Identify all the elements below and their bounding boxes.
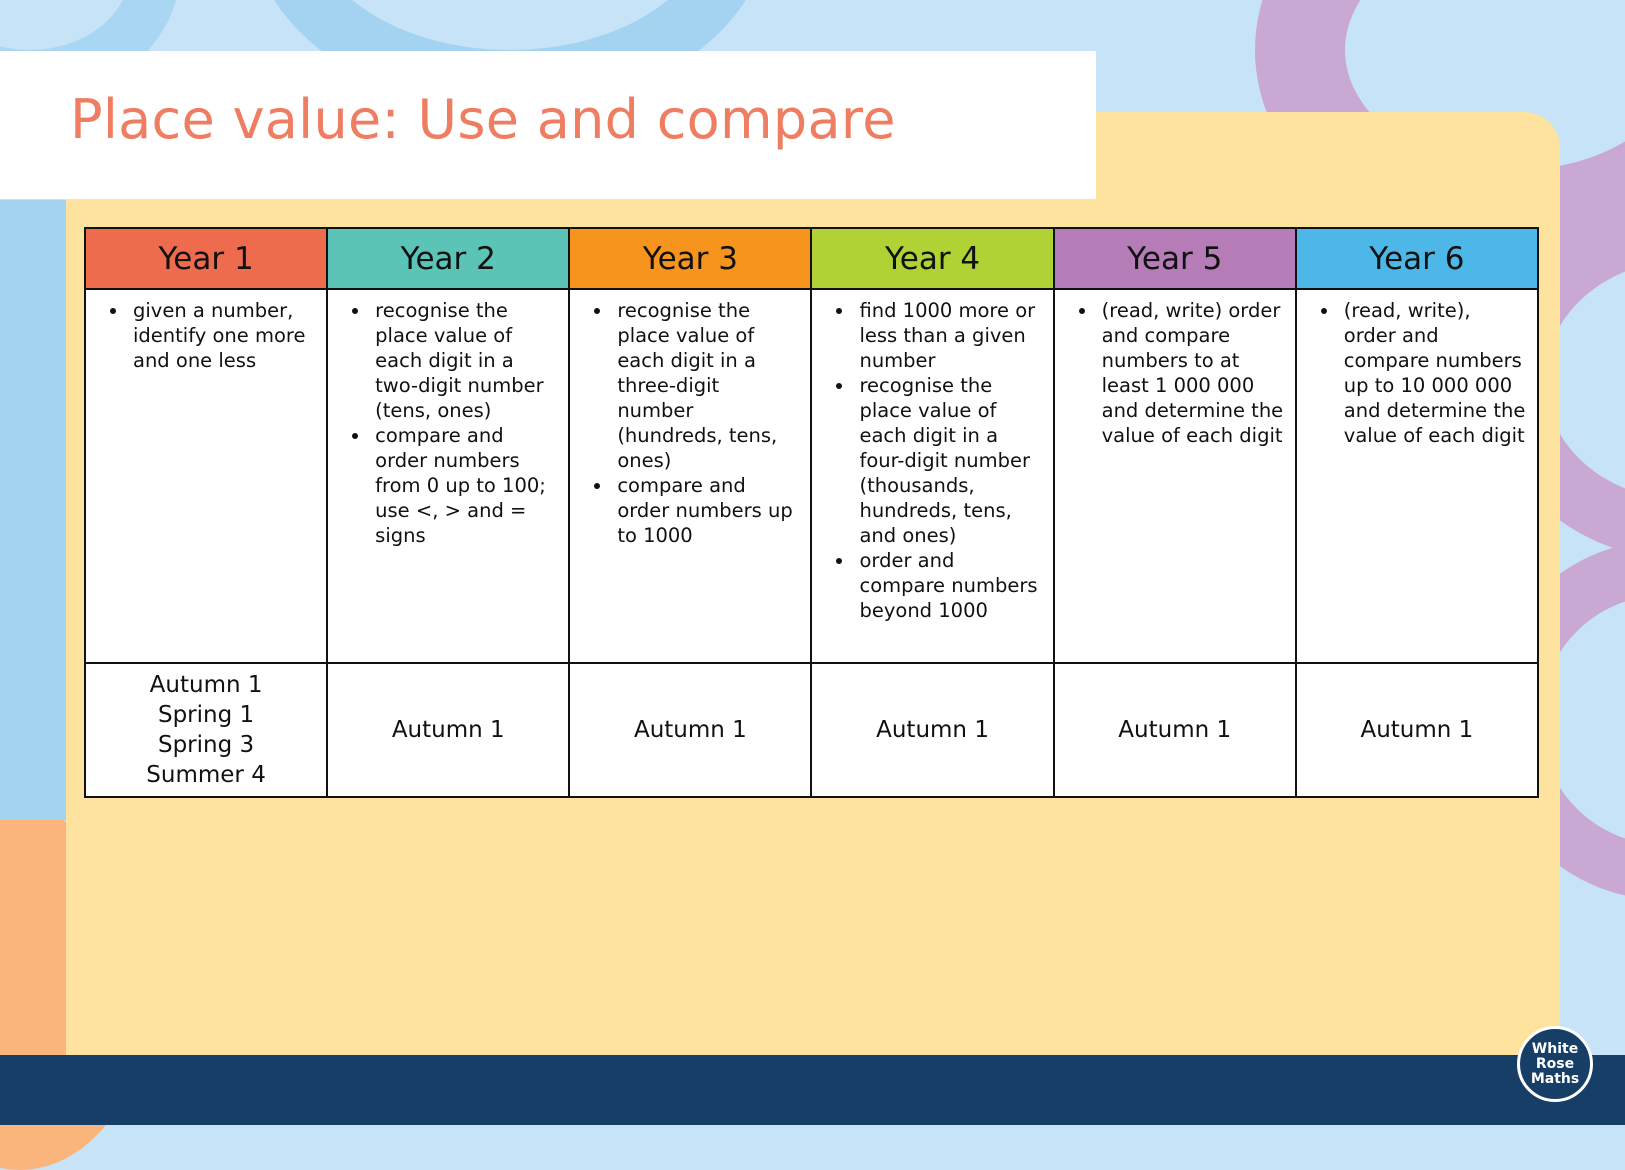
year-header: Year 6 — [1296, 228, 1538, 289]
term-label: Summer 4 — [146, 762, 266, 788]
term-label: Autumn 1 — [876, 717, 989, 743]
white-rose-maths-logo — [1517, 1026, 1593, 1102]
terms-cell — [811, 663, 1053, 797]
terms-cell — [1054, 663, 1296, 797]
terms-cell — [569, 663, 811, 797]
page-title: Place value: Use and compare — [70, 88, 896, 151]
objectives-cell — [1054, 289, 1296, 663]
objective-item: • (read, write), order and compare numbers up to 10 000 000 and determine the value of each digit — [1340, 298, 1527, 448]
terms-cell — [85, 663, 327, 797]
objectives-list — [338, 298, 558, 548]
terms-cell — [327, 663, 569, 797]
objectives-cell — [1296, 289, 1538, 663]
objective-item: • recognise the place value of each digit in a four-digit number (thousands, hundreds, tens, and ones) — [855, 373, 1042, 548]
objectives-cell — [569, 289, 811, 663]
term-label: Spring 1 — [157, 702, 255, 728]
objectives-list — [822, 298, 1042, 623]
objectives-row — [85, 289, 1538, 663]
term-label: Autumn 1 — [1118, 717, 1232, 743]
objectives-list — [96, 298, 316, 373]
objectives-list — [1065, 298, 1285, 448]
objective-item: • compare and order numbers from 0 up to 100; use <, > and = signs — [371, 423, 558, 548]
objectives-cell — [327, 289, 569, 663]
objective-item: • (read, write) order and compare numbers to at least 1 000 000 and determine the value of each digit — [1098, 298, 1285, 448]
terms-cell — [1296, 663, 1538, 797]
logo-text: Maths — [1530, 1070, 1580, 1087]
logo-text: Rose — [1535, 1055, 1575, 1072]
objective-item: • recognise the place value of each digit in a three-digit number (hundreds, tens, ones) — [613, 298, 800, 473]
objective-item: • recognise the place value of each digit in a two-digit number (tens, ones) — [371, 298, 558, 423]
term-label: Autumn 1 — [1360, 717, 1474, 743]
term-label: Autumn 1 — [391, 717, 505, 743]
terms-row — [85, 663, 1538, 797]
year-header: Year 4 — [811, 228, 1053, 289]
header-row — [85, 228, 1538, 289]
objective-item: • order and compare numbers beyond 1000 — [855, 548, 1042, 623]
objectives-list — [580, 298, 800, 548]
objectives-cell — [811, 289, 1053, 663]
objectives-cell — [85, 289, 327, 663]
year-header: Year 3 — [569, 228, 811, 289]
objective-item: • find 1000 more or less than a given number — [855, 298, 1042, 373]
objective-item: • compare and order numbers up to 1000 — [613, 473, 800, 548]
objectives-list — [1307, 298, 1527, 448]
logo-text: White — [1531, 1040, 1579, 1057]
background-strip — [0, 200, 66, 820]
year-header: Year 2 — [327, 228, 569, 289]
term-label: Autumn 1 — [149, 672, 263, 698]
term-label: Spring 3 — [157, 732, 255, 758]
footer-bar — [0, 1055, 1625, 1125]
objective-item: • given a number, identify one more and one less — [129, 298, 316, 373]
year-header: Year 5 — [1054, 228, 1296, 289]
term-label: Autumn 1 — [633, 717, 747, 743]
curriculum-table — [84, 227, 1539, 798]
year-header: Year 1 — [85, 228, 327, 289]
